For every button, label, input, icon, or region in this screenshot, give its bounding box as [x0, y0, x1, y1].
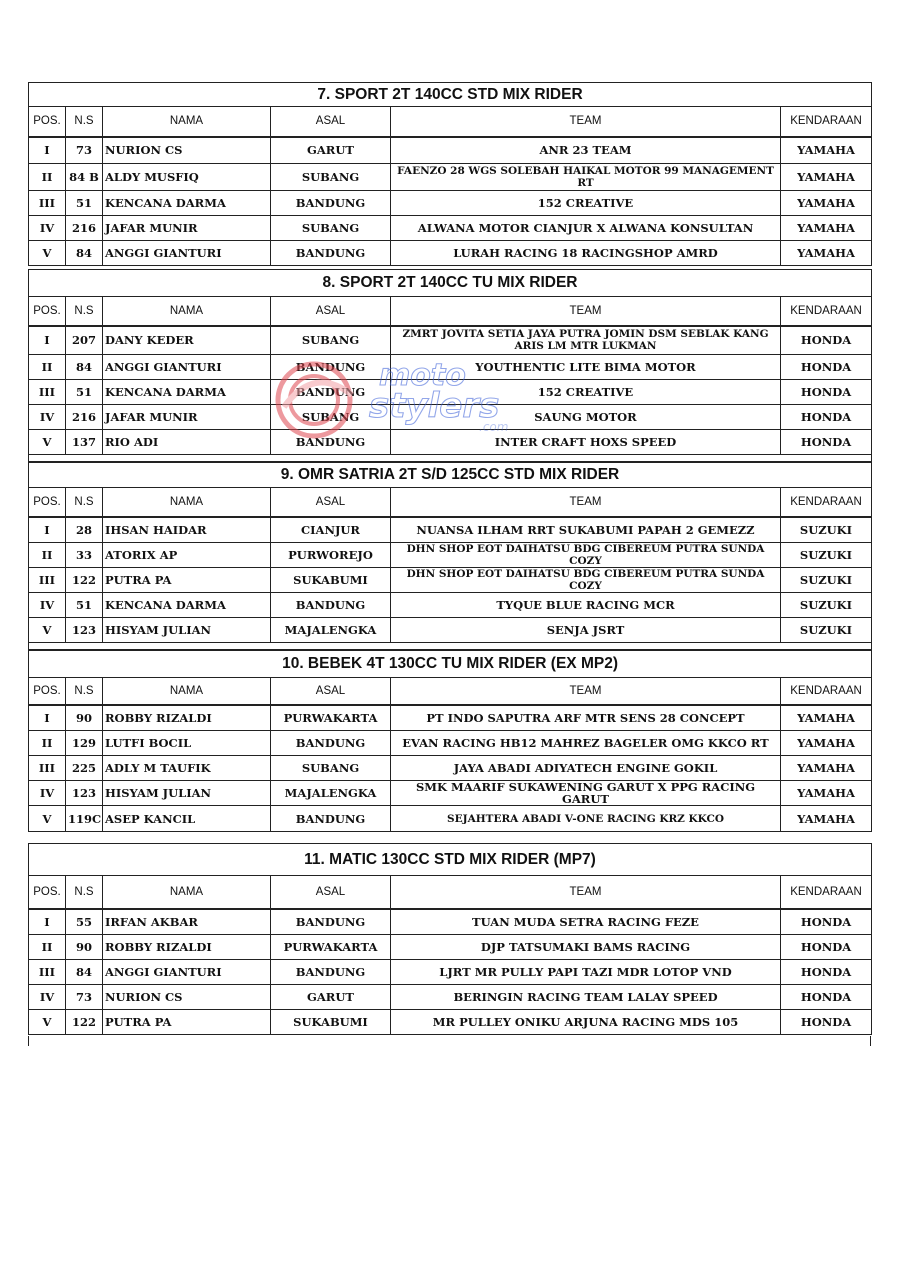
section-8: [28, 269, 871, 462]
asal-cell: BANDUNG: [271, 593, 391, 618]
ns-cell: 137: [66, 430, 103, 455]
table-row: [29, 543, 872, 568]
pos-cell: III: [29, 756, 66, 781]
pos-cell: IV: [29, 781, 66, 806]
ns-cell: 51: [66, 380, 103, 405]
team-cell: BERINGIN RACING TEAM LALAY SPEED: [391, 985, 781, 1010]
header-ns: N.S: [66, 107, 103, 137]
pos-cell: IV: [29, 216, 66, 241]
section-title: 8. SPORT 2T 140CC TU MIX RIDER: [29, 270, 872, 297]
ns-cell: 123: [66, 781, 103, 806]
asal-cell: CIANJUR: [271, 517, 391, 543]
team-cell: DHN SHOP EOT DAIHATSU BDG CIBEREUM PUTRA SUNDA COZY: [391, 543, 781, 568]
kendaraan-cell: HONDA: [781, 326, 872, 355]
header-ns: N.S: [66, 876, 103, 909]
header-nama: NAMA: [103, 107, 271, 137]
header-team: TEAM: [391, 678, 781, 705]
asal-cell: BANDUNG: [271, 355, 391, 380]
header-kendaraan: KENDARAAN: [781, 297, 872, 326]
asal-cell: BANDUNG: [271, 191, 391, 216]
team-cell: ZMRT JOVITA SETIA JAYA PUTRA JOMIN DSM SEBLAK KANG ARIS LM MTR LUKMAN: [391, 326, 781, 355]
kendaraan-cell: HONDA: [781, 935, 872, 960]
nama-cell: JAFAR MUNIR: [103, 405, 271, 430]
nama-cell: IRFAN AKBAR: [103, 909, 271, 935]
ns-cell: 207: [66, 326, 103, 355]
nama-cell: ROBBY RIZALDI: [103, 935, 271, 960]
table-row: [29, 960, 872, 985]
table-row: [29, 756, 872, 781]
kendaraan-cell: YAMAHA: [781, 241, 872, 266]
kendaraan-cell: HONDA: [781, 1010, 872, 1035]
table-row: [29, 164, 872, 191]
table-row: [29, 137, 872, 164]
table-row: [29, 1010, 872, 1035]
nama-cell: RIO ADI: [103, 430, 271, 455]
table-row: [29, 705, 872, 731]
pos-cell: V: [29, 430, 66, 455]
asal-cell: PURWAKARTA: [271, 935, 391, 960]
asal-cell: SUKABUMI: [271, 1010, 391, 1035]
header-nama: NAMA: [103, 876, 271, 909]
results-table: [28, 82, 872, 266]
table-row: [29, 380, 872, 405]
pos-cell: V: [29, 618, 66, 643]
section-title: 9. OMR SATRIA 2T S/D 125CC STD MIX RIDER: [29, 463, 872, 488]
asal-cell: SUBANG: [271, 326, 391, 355]
table-row: [29, 355, 872, 380]
pos-cell: III: [29, 568, 66, 593]
section-title: 10. BEBEK 4T 130CC TU MIX RIDER (EX MP2): [29, 651, 872, 678]
header-pos: POS.: [29, 107, 66, 137]
kendaraan-cell: HONDA: [781, 355, 872, 380]
header-nama: NAMA: [103, 678, 271, 705]
team-cell: FAENZO 28 WGS SOLEBAH HAIKAL MOTOR 99 MANAGEMENT RT: [391, 164, 781, 191]
nama-cell: KENCANA DARMA: [103, 191, 271, 216]
asal-cell: BANDUNG: [271, 430, 391, 455]
header-team: TEAM: [391, 297, 781, 326]
pos-cell: II: [29, 164, 66, 191]
pos-cell: I: [29, 326, 66, 355]
table-row: [29, 593, 872, 618]
pos-cell: III: [29, 191, 66, 216]
pos-cell: I: [29, 517, 66, 543]
team-cell: NUANSA ILHAM RRT SUKABUMI PAPAH 2 GEMEZZ: [391, 517, 781, 543]
header-team: TEAM: [391, 488, 781, 517]
nama-cell: KENCANA DARMA: [103, 380, 271, 405]
table-row: [29, 326, 872, 355]
asal-cell: BANDUNG: [271, 241, 391, 266]
ns-cell: 28: [66, 517, 103, 543]
ns-cell: 51: [66, 593, 103, 618]
asal-cell: BANDUNG: [271, 806, 391, 832]
nama-cell: ROBBY RIZALDI: [103, 705, 271, 731]
asal-cell: GARUT: [271, 137, 391, 164]
team-cell: LURAH RACING 18 RACINGSHOP AMRD: [391, 241, 781, 266]
watermark-line1: moto: [379, 358, 466, 393]
nama-cell: KENCANA DARMA: [103, 593, 271, 618]
ns-cell: 122: [66, 568, 103, 593]
nama-cell: IHSAN HAIDAR: [103, 517, 271, 543]
header-asal: ASAL: [271, 678, 391, 705]
pos-cell: V: [29, 806, 66, 832]
asal-cell: BANDUNG: [271, 909, 391, 935]
asal-cell: MAJALENGKA: [271, 781, 391, 806]
pos-cell: V: [29, 241, 66, 266]
kendaraan-cell: SUZUKI: [781, 593, 872, 618]
table-row: [29, 806, 872, 832]
ns-cell: 51: [66, 191, 103, 216]
table-row: [29, 191, 872, 216]
asal-cell: SUKABUMI: [271, 568, 391, 593]
asal-cell: SUBANG: [271, 405, 391, 430]
header-kendaraan: KENDARAAN: [781, 876, 872, 909]
kendaraan-cell: SUZUKI: [781, 568, 872, 593]
kendaraan-cell: HONDA: [781, 985, 872, 1010]
team-cell: TUAN MUDA SETRA RACING FEZE: [391, 909, 781, 935]
team-cell: SAUNG MOTOR: [391, 405, 781, 430]
table-row: [29, 405, 872, 430]
ns-cell: 216: [66, 405, 103, 430]
header-asal: ASAL: [271, 488, 391, 517]
section-title: 7. SPORT 2T 140CC STD MIX RIDER: [29, 83, 872, 107]
header-ns: N.S: [66, 678, 103, 705]
results-table: [28, 462, 872, 650]
header-nama: NAMA: [103, 297, 271, 326]
header-ns: N.S: [66, 297, 103, 326]
nama-cell: ANGGI GIANTURI: [103, 355, 271, 380]
nama-cell: ALDY MUSFIQ: [103, 164, 271, 191]
nama-cell: JAFAR MUNIR: [103, 216, 271, 241]
kendaraan-cell: YAMAHA: [781, 781, 872, 806]
kendaraan-cell: HONDA: [781, 909, 872, 935]
kendaraan-cell: YAMAHA: [781, 164, 872, 191]
table-row: [29, 985, 872, 1010]
ns-cell: 129: [66, 731, 103, 756]
pos-cell: III: [29, 380, 66, 405]
kendaraan-cell: YAMAHA: [781, 731, 872, 756]
header-nama: NAMA: [103, 488, 271, 517]
team-cell: 152 CREATIVE: [391, 191, 781, 216]
asal-cell: PURWOREJO: [271, 543, 391, 568]
ns-cell: 84: [66, 960, 103, 985]
team-cell: DJP TATSUMAKI BAMS RACING: [391, 935, 781, 960]
ns-cell: 55: [66, 909, 103, 935]
table-row: [29, 935, 872, 960]
ns-cell: 90: [66, 935, 103, 960]
kendaraan-cell: HONDA: [781, 960, 872, 985]
team-cell: SMK MAARIF SUKAWENING GARUT X PPG RACING GARUT: [391, 781, 781, 806]
header-ns: N.S: [66, 488, 103, 517]
header-pos: POS.: [29, 876, 66, 909]
asal-cell: BANDUNG: [271, 731, 391, 756]
table-row: [29, 517, 872, 543]
results-table: [28, 843, 872, 1035]
header-asal: ASAL: [271, 107, 391, 137]
pos-cell: IV: [29, 405, 66, 430]
asal-cell: BANDUNG: [271, 380, 391, 405]
kendaraan-cell: YAMAHA: [781, 756, 872, 781]
nama-cell: ANGGI GIANTURI: [103, 241, 271, 266]
team-cell: MR PULLEY ONIKU ARJUNA RACING MDS 105: [391, 1010, 781, 1035]
header-team: TEAM: [391, 876, 781, 909]
nama-cell: PUTRA PA: [103, 568, 271, 593]
table-row: [29, 618, 872, 643]
pos-cell: II: [29, 355, 66, 380]
ns-cell: 216: [66, 216, 103, 241]
kendaraan-cell: HONDA: [781, 380, 872, 405]
ns-cell: 73: [66, 137, 103, 164]
ns-cell: 122: [66, 1010, 103, 1035]
team-cell: ANR 23 TEAM: [391, 137, 781, 164]
kendaraan-cell: SUZUKI: [781, 517, 872, 543]
pos-cell: II: [29, 731, 66, 756]
ns-cell: 90: [66, 705, 103, 731]
pos-cell: IV: [29, 985, 66, 1010]
section-title: 11. MATIC 130CC STD MIX RIDER (MP7): [29, 844, 872, 876]
team-cell: INTER CRAFT HOXS SPEED: [391, 430, 781, 455]
nama-cell: PUTRA PA: [103, 1010, 271, 1035]
asal-cell: SUBANG: [271, 164, 391, 191]
header-asal: ASAL: [271, 297, 391, 326]
nama-cell: LUTFI BOCIL: [103, 731, 271, 756]
pos-cell: I: [29, 909, 66, 935]
kendaraan-cell: HONDA: [781, 430, 872, 455]
table-row: [29, 781, 872, 806]
table-row: [29, 568, 872, 593]
nama-cell: HISYAM JULIAN: [103, 618, 271, 643]
section-7: [28, 82, 871, 266]
team-cell: EVAN RACING HB12 MAHREZ BAGELER OMG KKCO RT: [391, 731, 781, 756]
asal-cell: PURWAKARTA: [271, 705, 391, 731]
nama-cell: NURION CS: [103, 137, 271, 164]
section-spacer: [29, 455, 872, 462]
team-cell: SEJAHTERA ABADI V-ONE RACING KRZ KKCO: [391, 806, 781, 832]
header-asal: ASAL: [271, 876, 391, 909]
team-cell: 152 CREATIVE: [391, 380, 781, 405]
kendaraan-cell: YAMAHA: [781, 191, 872, 216]
pos-cell: III: [29, 960, 66, 985]
ns-cell: 33: [66, 543, 103, 568]
kendaraan-cell: SUZUKI: [781, 543, 872, 568]
header-kendaraan: KENDARAAN: [781, 107, 872, 137]
kendaraan-cell: SUZUKI: [781, 618, 872, 643]
team-cell: LJRT MR PULLY PAPI TAZI MDR LOTOP VND: [391, 960, 781, 985]
section-9: [28, 462, 871, 650]
table-row: [29, 430, 872, 455]
team-cell: TYQUE BLUE RACING MCR: [391, 593, 781, 618]
team-cell: JAYA ABADI ADIYATECH ENGINE GOKIL: [391, 756, 781, 781]
asal-cell: BANDUNG: [271, 960, 391, 985]
nama-cell: ASEP KANCIL: [103, 806, 271, 832]
pos-cell: I: [29, 705, 66, 731]
ns-cell: 84: [66, 241, 103, 266]
ns-cell: 84 B: [66, 164, 103, 191]
pos-cell: V: [29, 1010, 66, 1035]
team-cell: PT INDO SAPUTRA ARF MTR SENS 28 CONCEPT: [391, 705, 781, 731]
ns-cell: 73: [66, 985, 103, 1010]
asal-cell: MAJALENGKA: [271, 618, 391, 643]
kendaraan-cell: YAMAHA: [781, 806, 872, 832]
header-pos: POS.: [29, 488, 66, 517]
results-table: [28, 269, 872, 462]
header-team: TEAM: [391, 107, 781, 137]
ns-cell: 119C: [66, 806, 103, 832]
nama-cell: ADLY M TAUFIK: [103, 756, 271, 781]
asal-cell: GARUT: [271, 985, 391, 1010]
pos-cell: II: [29, 543, 66, 568]
nama-cell: DANY KEDER: [103, 326, 271, 355]
header-kendaraan: KENDARAAN: [781, 678, 872, 705]
ns-cell: 225: [66, 756, 103, 781]
team-cell: DHN SHOP EOT DAIHATSU BDG CIBEREUM PUTRA SUNDA COZY: [391, 568, 781, 593]
pos-cell: I: [29, 137, 66, 164]
section-10: [28, 650, 871, 832]
ns-cell: 84: [66, 355, 103, 380]
nama-cell: HISYAM JULIAN: [103, 781, 271, 806]
pos-cell: II: [29, 935, 66, 960]
header-kendaraan: KENDARAAN: [781, 488, 872, 517]
section-spacer: [29, 643, 872, 650]
table-row: [29, 731, 872, 756]
kendaraan-cell: YAMAHA: [781, 705, 872, 731]
results-table: [28, 650, 872, 832]
nama-cell: ANGGI GIANTURI: [103, 960, 271, 985]
kendaraan-cell: YAMAHA: [781, 137, 872, 164]
asal-cell: SUBANG: [271, 756, 391, 781]
nama-cell: NURION CS: [103, 985, 271, 1010]
ns-cell: 123: [66, 618, 103, 643]
team-cell: ALWANA MOTOR CIANJUR X ALWANA KONSULTAN: [391, 216, 781, 241]
header-pos: POS.: [29, 678, 66, 705]
watermark-line3: .com: [479, 420, 509, 434]
table-row: [29, 216, 872, 241]
watermark-line2: stylers: [369, 386, 500, 426]
team-cell: SENJA JSRT: [391, 618, 781, 643]
team-cell: YOUTHENTIC LITE BIMA MOTOR: [391, 355, 781, 380]
header-pos: POS.: [29, 297, 66, 326]
nama-cell: ATORIX AP: [103, 543, 271, 568]
pos-cell: IV: [29, 593, 66, 618]
asal-cell: SUBANG: [271, 216, 391, 241]
table-tail-border: [28, 1036, 871, 1046]
kendaraan-cell: YAMAHA: [781, 216, 872, 241]
table-row: [29, 241, 872, 266]
kendaraan-cell: HONDA: [781, 405, 872, 430]
table-row: [29, 909, 872, 935]
section-11: [28, 843, 871, 1035]
